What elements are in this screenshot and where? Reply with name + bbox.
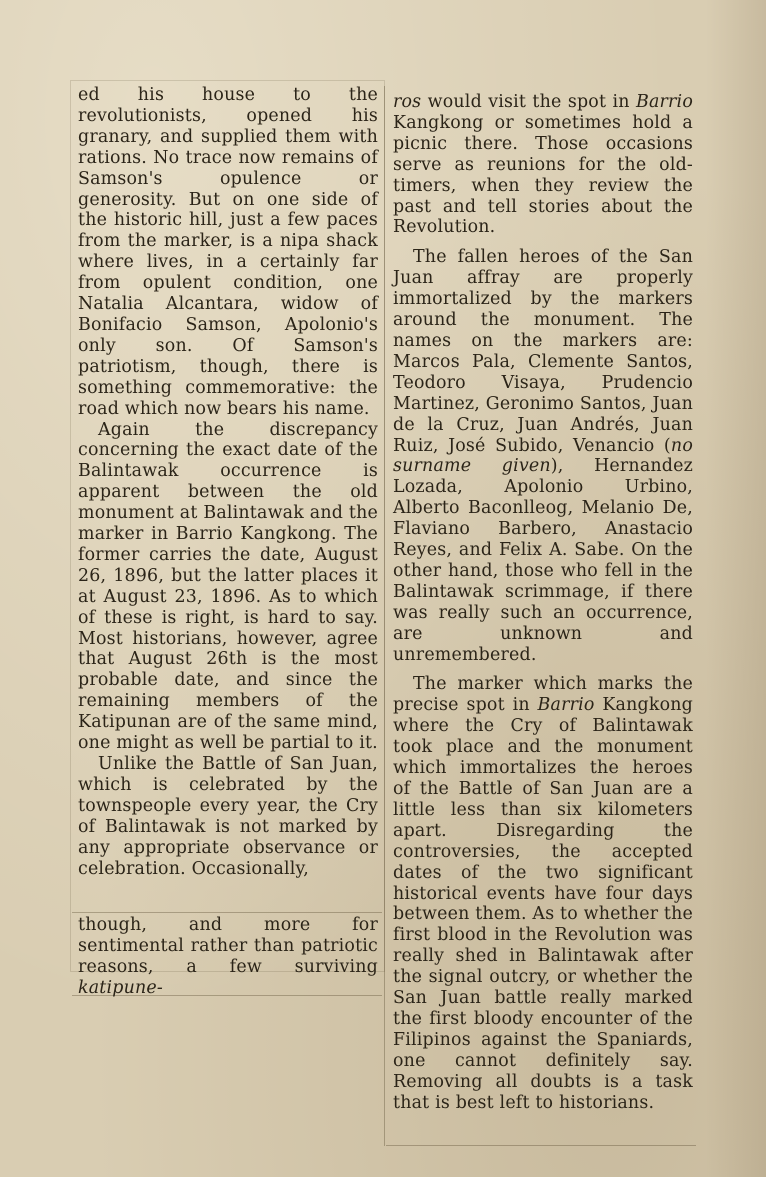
marker-text-before: The marker which marks the precise spot in [393,674,693,716]
clipping-cut-line [72,912,382,913]
continuation-italic: katipune- [78,977,163,998]
column-divider [384,86,385,1146]
right-column-bottom-line [386,1145,696,1146]
paragraph-marker [393,674,693,1113]
heroes-italic: no surname given [393,435,693,477]
picnic-italic-1: ros [393,92,422,112]
marker-italic: Barrio [537,695,595,716]
picnic-text-1: would visit the spot in [421,92,636,112]
paragraph-samson: ed his house to the revolutionists, opened his granary, and supplied them with rations. No trace now remains of Samson's opulence or generosity. But on one side of the historic hill, just a few paces from the marker, is a nipa shack where lives, in a certainly far from opulent condition, one Natalia Alcantara, widow of Bonifacio Samson, Apolonio's only son. Of Samson's patriotism, though, there is something commemorative: the road which now bears his name. [78,85,378,419]
paragraph-discrepancy: Again the discrepancy concerning the exact date of the Balintawak occurrence is apparent between the old monument at Balintawak and the marker in Barrio Kangkong. The former carries the date, August 26, 1896, but the latter places it at August 23, 1896. As to which of these is right, is hard to say. Most historians, however, agree that August 26th is the most probable date, and since the remaining members of the Katipunan are of the same mind, one might as well be partial to it. [78,419,378,754]
right-column [393,92,693,1114]
left-column-continuation [78,915,378,999]
left-column [78,85,378,879]
heroes-text-after: ), Hernandez Lozada, Apolonio Urbino, Alberto Baconlleog, Melanio De, Flaviano Barbero, Anastacio Reyes, and Felix A. Sabe. On the other hand, those who fell in the Balintawak scrimmage, if there was really such an occurrence, are unknown and unremembered. [393,456,693,665]
continuation-text: though, and more for sentimental rather than patriotic reasons, a few surviving [78,915,378,977]
paragraph-unlike: Unlike the Battle of San Juan, which is celebrated by the townspeople every year, the Cry of Balintawak is not marked by any appropriate observance or celebration. Occasionally, [78,754,378,879]
picnic-italic-2: Barrio [635,92,693,112]
picnic-text-2: Kangkong or sometimes hold a picnic there. Those occasions serve as reunions for the old-timers, when they review the past and tell stories about the Revolution. [393,112,693,238]
paragraph-picnic [393,92,693,238]
paragraph-fallen-heroes [393,247,693,665]
paragraph-continuation [78,915,378,999]
marker-text-after: Kangkong where the Cry of Balintawak took place and the monument which immortalizes the heroes of the Battle of San Juan are a little less than six kilometers apart. Disregarding the controversies, the accepted dates of the two significant historical events have four days between them. As to whether the first blood in the Revolution was really shed in Balintawak after the signal outcry, or whether the San Juan battle really marked the first bloody encounter of the Filipinos against the Spaniards, one cannot definitely say. Removing all doubts is a task that is best left to historians. [393,695,694,1113]
page-edge-shadow [706,0,766,1177]
heroes-text-before: The fallen heroes of the San Juan affray are properly immortalized by the markers around the monument. The names on the markers are: Marcos Pala, Clemente Santos, Teodoro Visaya, Prudencio Martinez, Geronimo Santos, Juan de la Cruz, Juan Andrés, Juan Ruiz, José Subido, Venancio ( [393,247,693,456]
